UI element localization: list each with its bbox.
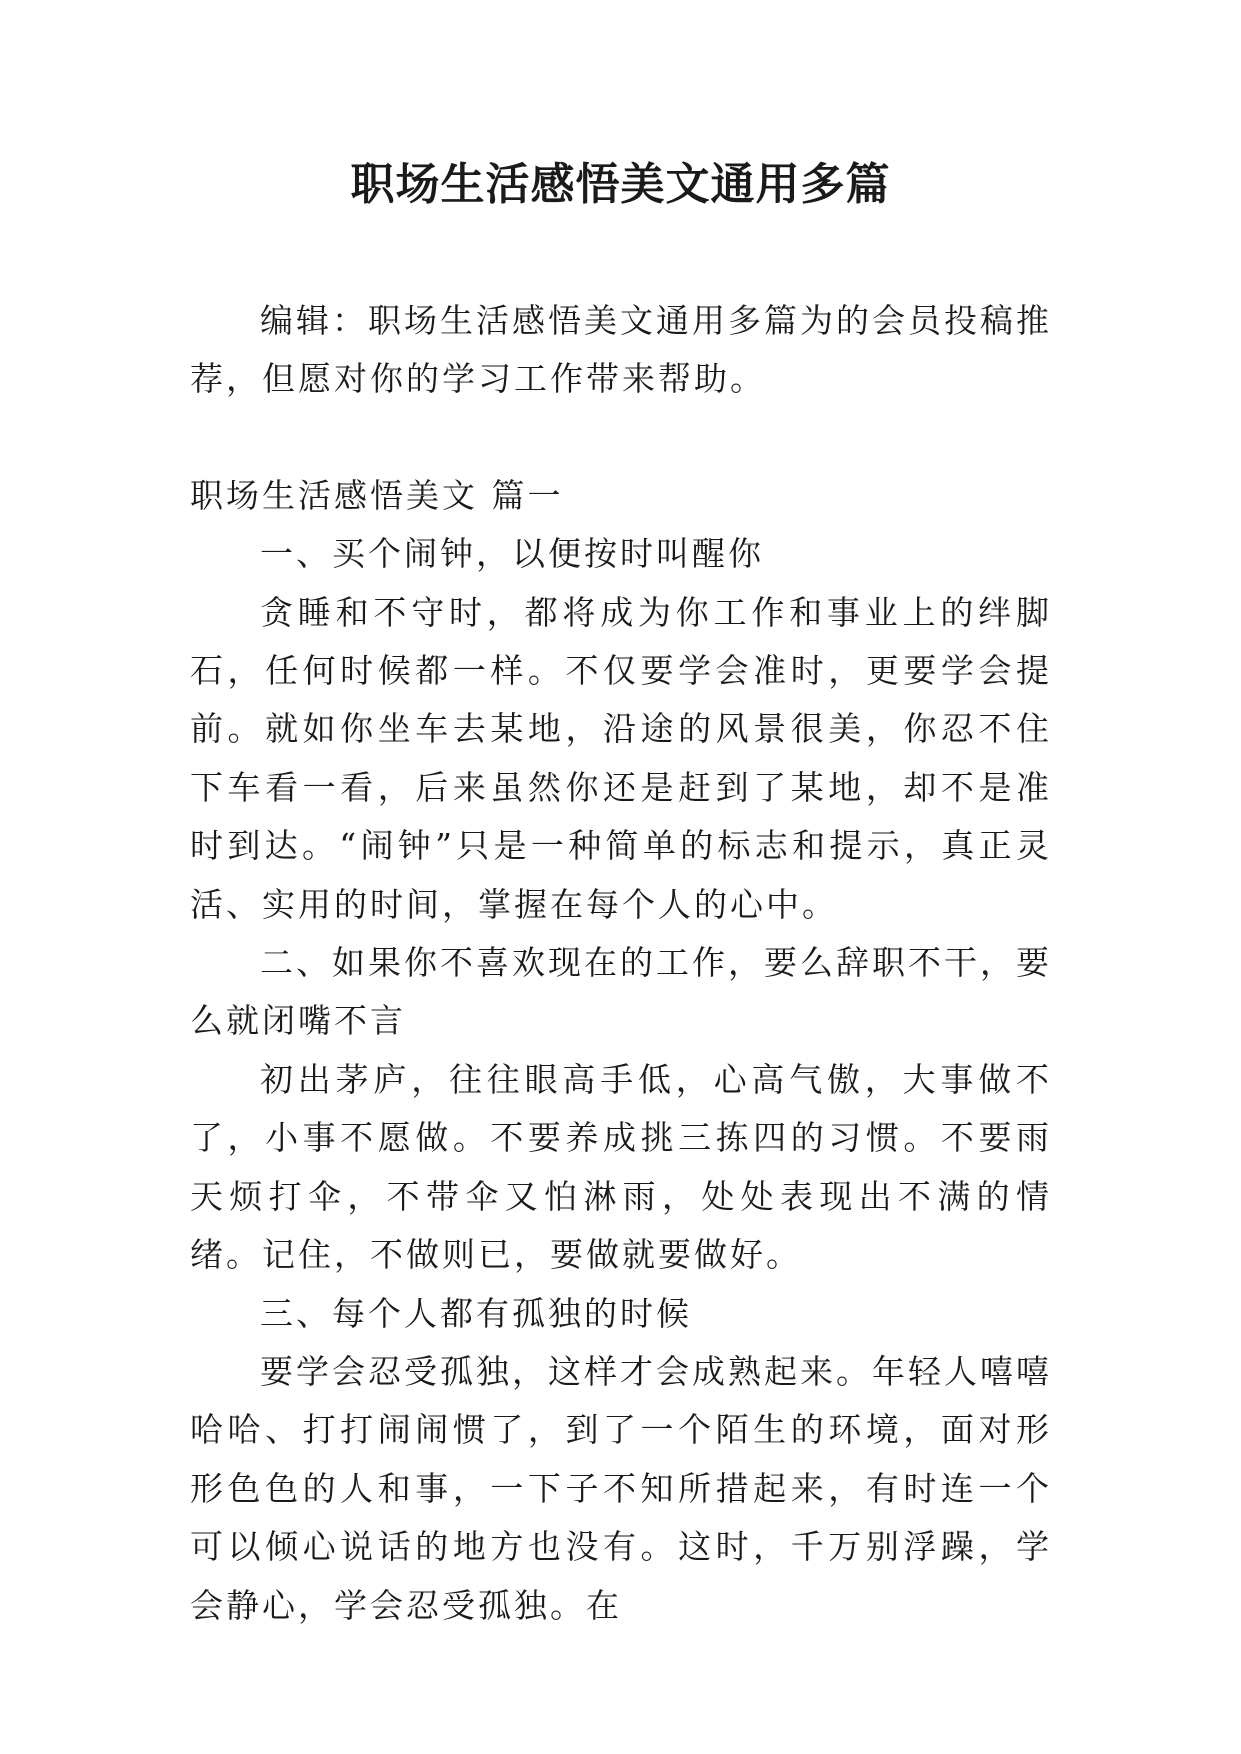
section-title: 职场生活感悟美文 篇一	[190, 475, 564, 515]
heading-loneliness: 三、每个人都有孤独的时候	[260, 1293, 692, 1333]
paragraph-spacer	[190, 409, 1052, 467]
intro-paragraph: 编辑：职场生活感悟美文通用多篇为的会员投稿推荐，但愿对你的学习工作带来帮助。	[190, 301, 1052, 399]
heading-alarm-clock: 一、买个闹钟，以便按时叫醒你	[260, 534, 764, 574]
document-body	[190, 292, 1052, 1635]
paragraph-attitude: 初出茅庐，往往眼高手低，心高气傲，大事做不了，小事不愿做。不要养成挑三拣四的习惯。不要雨天烦打伞，不带伞又怕淋雨，处处表现出不满的情绪。记住，不做则已，要做就要做好。	[190, 1059, 1052, 1275]
paragraph-loneliness: 要学会忍受孤独，这样才会成熟起来。年轻人嘻嘻哈哈、打打闹闹惯了，到了一个陌生的环境，面对形形色色的人和事，一下子不知所措起来，有时连一个可以倾心说话的地方也没有。这时，千万别浮躁，学会静心，学会忍受孤独。在	[190, 1351, 1052, 1625]
paragraph-punctuality: 贪睡和不守时，都将成为你工作和事业上的绊脚石，任何时候都一样。不仅要学会准时，更要学会提前。就如你坐车去某地，沿途的风景很美，你忍不住下车看一看，后来虽然你还是赶到了某地，却不是准时到达。“闹钟”只是一种简单的标志和提示，真正灵活、实用的时间，掌握在每个人的心中。	[190, 592, 1052, 924]
heading-dislike-job: 二、如果你不喜欢现在的工作，要么辞职不干，要么就闭嘴不言	[190, 943, 1052, 1041]
document-title: 职场生活感悟美文通用多篇	[350, 159, 891, 210]
